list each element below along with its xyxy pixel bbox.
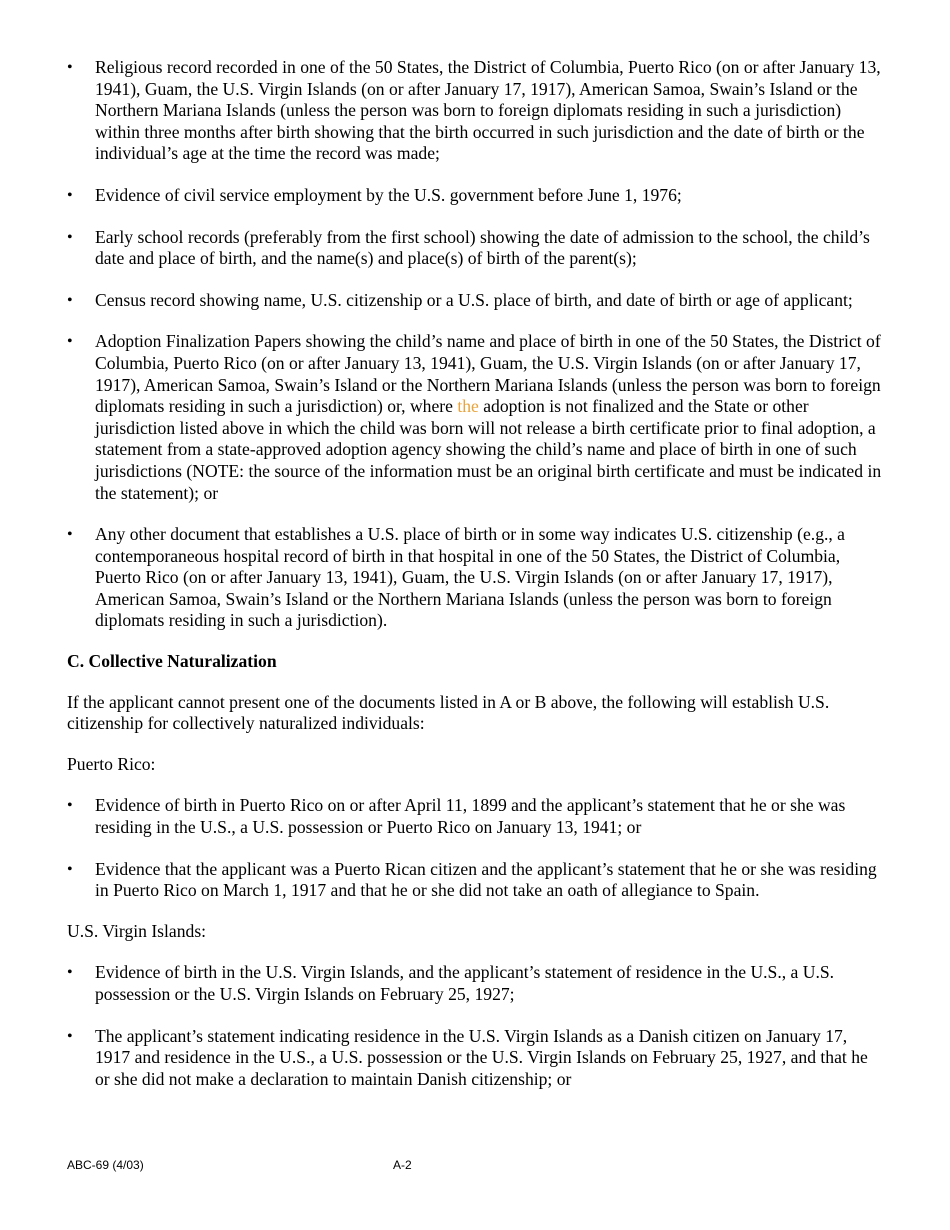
list-item: [67, 290, 885, 312]
list-item-text: Any other document that establishes a U.S. place of birth or in some way indicates U.S. citizenship (e.g., a contemporaneous hospital record of birth in that hospital in one of the 50 States, the District of Columbia, Puerto Rico (on or after January 13, 1941), Guam, the U.S. Virgin Islands (on or after January 17, 1917), American Samoa, Swain’s Island or the Northern Mariana Islands (unless the person was born to foreign diplomats residing in such a jurisdiction).: [95, 524, 845, 631]
highlighted-word: the: [457, 396, 479, 417]
puerto-rico-label: Puerto Rico:: [67, 753, 156, 774]
bullet-icon: •: [67, 860, 73, 878]
adoption-text-after: adoption is not finalized and the State or other jurisdiction listed above in which the child was born will not release a birth certificate prior to final adoption, a statement from a state-approved adoption agency showing the child’s name and place of birth in one of such jurisdictions (NOTE: the source of the information must be an original birth certificate and must be indicated in the statement); or: [95, 396, 882, 503]
virgin-islands-list: [67, 962, 885, 1090]
bullet-icon: •: [67, 333, 73, 351]
list-item: [67, 795, 885, 838]
list-item-text: Census record showing name, U.S. citizenship or a U.S. place of birth, and date of birth or age of applicant;: [95, 289, 853, 310]
bullet-icon: •: [67, 186, 73, 204]
list-item: [67, 227, 885, 270]
list-item-text: The applicant’s statement indicating residence in the U.S. Virgin Islands as a Danish citizen on January 17, 1917 and residence in the U.S., a U.S. possession or the U.S. Virgin Islands on February 25, 1927, and that he or she did not make a declaration to maintain Danish citizenship; or: [95, 1025, 868, 1089]
page-number: A-2: [393, 1158, 412, 1172]
list-item-text: [95, 331, 881, 502]
bullet-icon: •: [67, 797, 73, 815]
puerto-rico-list: [67, 795, 885, 901]
bullet-icon: •: [67, 291, 73, 309]
virgin-islands-label: U.S. Virgin Islands:: [67, 920, 207, 941]
list-item: [67, 185, 885, 207]
list-item-adoption: [67, 331, 885, 504]
list-item: [67, 962, 885, 1005]
list-item: [67, 1026, 885, 1091]
section-heading: C. Collective Naturalization: [67, 651, 277, 672]
bullet-icon: •: [67, 964, 73, 982]
list-item-text: Evidence of civil service employment by the U.S. government before June 1, 1976;: [95, 184, 682, 205]
list-item-text: Early school records (preferably from the first school) showing the date of admission to the school, the child’s date and place of birth, and the name(s) and place(s) of birth of the parent(s);: [95, 226, 870, 269]
adoption-text-before: Adoption Finalization Papers showing the child’s name and place of birth in one of the 50 States, the District of Columbia, Puerto Rico (on or after January 13, 1941), Guam, the U.S. Virgin Islands (on or after January 17, 1917), American Samoa, Swain’s Island or the Northern Mariana Islands (unless the person was born to foreign diplomats residing in such a jurisdiction) or, where: [95, 331, 881, 417]
list-item: [67, 859, 885, 902]
intro-paragraph: If the applicant cannot present one of the documents listed in A or B above, the following will establish U.S. citizenship for collectively naturalized individuals:: [67, 691, 830, 734]
page-content: [67, 57, 885, 1090]
bullet-icon: •: [67, 526, 73, 544]
list-item: [67, 57, 885, 165]
list-item-text: Religious record recorded in one of the 50 States, the District of Columbia, Puerto Rico (on or after January 13, 1941), Guam, the U.S. Virgin Islands (on or after January 17, 1917), American Samoa, Swain’s Island or the Northern Mariana Islands (unless the person was born to foreign diplomats residing in such a jurisdiction) within three months after birth showing that the birth occurred in such jurisdiction and the date of birth or the individual’s age at the time the record was made;: [95, 57, 881, 164]
bullet-icon: •: [67, 59, 73, 76]
evidence-list: [67, 57, 885, 632]
bullet-icon: •: [67, 228, 73, 246]
form-id: ABC-69 (4/03): [67, 1158, 144, 1172]
bullet-icon: •: [67, 1027, 73, 1045]
list-item: [67, 524, 885, 632]
list-item-text: Evidence that the applicant was a Puerto Rican citizen and the applicant’s statement that he or she was residing in Puerto Rico on March 1, 1917 and that he or she did not take an oath of allegiance to Spain.: [95, 858, 877, 901]
list-item-text: Evidence of birth in Puerto Rico on or after April 11, 1899 and the applicant’s statement that he or she was residing in the U.S., a U.S. possession or Puerto Rico on January 13, 1941; or: [95, 795, 846, 838]
list-item-text: Evidence of birth in the U.S. Virgin Islands, and the applicant’s statement of residence in the U.S., a U.S. possession or the U.S. Virgin Islands on February 25, 1927;: [95, 962, 835, 1004]
